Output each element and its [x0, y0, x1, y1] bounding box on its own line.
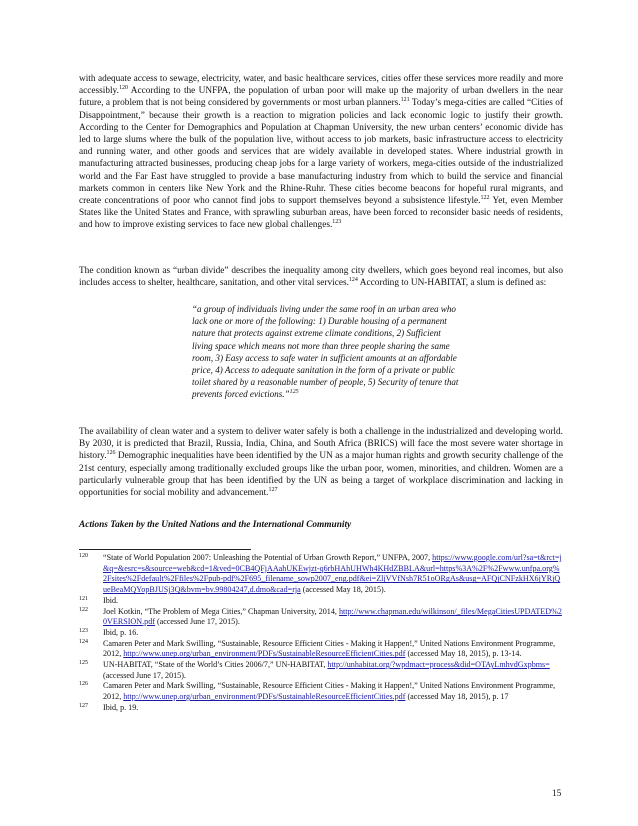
- footnote-link[interactable]: http://unhabitat.org/?wpdmact=process&did=OTAyLmhvdGxpbms=: [327, 660, 550, 670]
- paragraph-text: According to the UNFPA, the population of urban poor will make up the majority of urban dwellers in the near future, a problem that is not being considered by governments or most urban planners.: [79, 86, 563, 109]
- footnote-number: 122: [79, 606, 88, 613]
- section-heading: Actions Taken by the United Nations and the International Community: [79, 520, 352, 530]
- footnote-120: [79, 553, 563, 596]
- footnote-text: Camaren Peter and Mark Swilling, “Sustainable, Resource Efficient Cities - Making it Happen!,” United Nations Environment Programme, 2012,: [103, 681, 556, 702]
- footnote-text: (accessed May 18, 2015).: [300, 585, 386, 595]
- footnote-link[interactable]: https://www.google.com/url?sa=t&rct=j&q=&esrc=s&source=web&cd=1&ved=0CB4QFjAAahUKEwjzt-q6rbHAhUHWh4KHdZBBLA&url=https%3A%2F%2Fwww.unfpa.org%2Fsites%2Fdefault%2Ffiles%2Fpub-pdf%2F695_filename_sowp2007_eng.pdf&ei=ZljVVfNsh7R51oORgAs&usg=AFQjCNFzkHX6jYRjQueBeaMQYopBJUSj3Q&bvm=bv.99804247,d.dmo&cad=rja: [103, 553, 562, 595]
- footnote-text: (accessed May 18, 2015), p. 17: [405, 692, 509, 702]
- footnote-122: [79, 607, 563, 628]
- paragraph-text: Yet, even Member States like the United States and France, with sprawling suburban areas, have been forced to reconsider basic needs of residents, and how to improve existing services to face new global challenges.: [79, 196, 563, 231]
- footnote-121: [79, 596, 563, 607]
- paragraph-text: with adequate access to sewage, electricity, water, and basic healthcare services, cities offer these services more readily and more accessibly.: [79, 74, 563, 97]
- footnote-126: [79, 681, 563, 702]
- footnote-number: 127: [79, 702, 88, 709]
- footnote-123: [79, 628, 563, 639]
- body-paragraph-2: [79, 265, 563, 289]
- footnote-number: 123: [79, 627, 88, 634]
- footnote-ref-125[interactable]: 125: [289, 389, 299, 396]
- paragraph-text: Today’s mega-cities are called “Cities of Disappointment,” because their growth is a reaction to migration policies and lack economic logic to justify their growth. According to the Center for Demographics and Population at Chapman University, the new urban centers’ economic divide has led to large slums where the bulk of the population live, without access to job markets, basic infrastructure access to electricity and running water, and other goods and services that are widely available in developed states. Where industrial growth in manufacturing attracted businesses, producing cheap jobs for a large variety of workers, mega-cities outside of the industrialized world and the Far East have struggled to provide a base manufacturing industry from which to build the service and financial markets common in centers like New York and the Rhine-Ruhr. These cities become beacons for hopeful rural migrants, and create concentrations of poor who cannot find jobs to support themselves beyond a subsistence lifestyle.: [79, 98, 563, 207]
- footnote-number: 124: [79, 638, 88, 645]
- footnote-125: [79, 660, 563, 681]
- footnote-ref-127[interactable]: 127: [268, 487, 278, 494]
- footnote-text: Ibid.: [103, 595, 119, 605]
- paragraph-text: According to UN-HABITAT, a slum is defined as:: [357, 278, 547, 289]
- footnote-text: UN-HABITAT, “State of the World’s Cities 2006/7,” UN-HABITAT,: [103, 660, 328, 670]
- footnote-number: 121: [79, 595, 88, 602]
- footnote-ref-124[interactable]: 124: [348, 277, 358, 284]
- footnote-divider: [79, 549, 251, 550]
- page-number: 15: [552, 789, 562, 799]
- footnote-text: Ibid, p. 19.: [103, 702, 139, 712]
- footnote-text: (accessed June 17, 2015).: [154, 617, 240, 627]
- footnote-124: [79, 639, 563, 660]
- footnote-ref-120[interactable]: 120: [118, 85, 128, 92]
- footnote-text: Ibid, p. 16.: [103, 627, 139, 637]
- quote-text: “a group of individuals living under the same roof in an urban area who lack one or more of the following: 1) Durable housing of a permanent nature that protects against extreme climate conditions, 2) Sufficient living space which means not more than three people sharing the same room, 3) Easy access to safe water in sufficient amounts at an affordable price, 4) Access to adequate sanitation in the form of a private or public toilet shared by a reasonable number of people, 5) Security of tenure that prevents forced evictions.”: [192, 304, 459, 400]
- footnotes: [79, 553, 563, 714]
- paragraph-text: The condition known as “urban divide” describes the inequality among city dwellers, which goes beyond real incomes, but also includes access to shelter, healthcare, sanitation, and other vital services.: [79, 266, 563, 289]
- paragraph-text: Demographic inequalities have been identified by the UN as a major human rights and growth security challenge of the 21st century, especially among traditionally excluded groups like the urban poor, women, minorities, and children. Women are a particularly vulnerable group that has been identified by the UN as being a target of workplace discrimination and lacking in opportunities for social mobility and advancement.: [79, 451, 563, 499]
- footnote-text: (accessed June 17, 2015).: [103, 670, 186, 680]
- body-paragraph-1: [79, 73, 563, 232]
- footnote-link[interactable]: http://www.chapman.edu/wilkinson/_files/MegaCitiesUPDATED%20VERSION.pdf: [103, 606, 562, 627]
- footnote-number: 126: [79, 681, 88, 688]
- footnote-text: Joel Kotkin, “The Problem of Mega Cities,” Chapman University, 2014,: [103, 606, 339, 616]
- footnote-text: “State of World Population 2007: Unleashing the Potential of Urban Growth Report,” UNFPA, 2007,: [103, 553, 433, 562]
- footnote-ref-123[interactable]: 123: [332, 219, 342, 226]
- footnote-ref-126[interactable]: 126: [106, 450, 116, 457]
- footnote-link[interactable]: http://www.unep.org/urban_environment/PDFs/SustainableResourceEfficientCities.pdf: [123, 692, 406, 702]
- footnote-127: [79, 703, 563, 714]
- footnote-ref-121[interactable]: 121: [400, 97, 410, 104]
- footnote-text: (accessed May 18, 2015), p. 13-14.: [405, 649, 522, 659]
- paragraph-text: The availability of clean water and a system to deliver water safely is both a challenge in the industrialized and developing world. By 2030, it is predicted that Brazil, Russia, India, China, and South Africa (BRICS) will face the most severe water shortage in history.: [79, 427, 563, 462]
- slum-definition-quote: [192, 303, 462, 401]
- body-paragraph-3: [79, 426, 563, 499]
- footnote-number: 120: [79, 553, 88, 559]
- footnote-ref-122[interactable]: 122: [480, 195, 490, 202]
- footnote-text: Camaren Peter and Mark Swilling, “Sustainable, Resource Efficient Cities - Making it Happen!,” United Nations Environment Programme, 2012,: [103, 638, 556, 659]
- footnote-number: 125: [79, 660, 88, 667]
- footnote-link[interactable]: http://www.unep.org/urban_environment/PDFs/SustainableResourceEfficientCities.pdf: [123, 649, 406, 659]
